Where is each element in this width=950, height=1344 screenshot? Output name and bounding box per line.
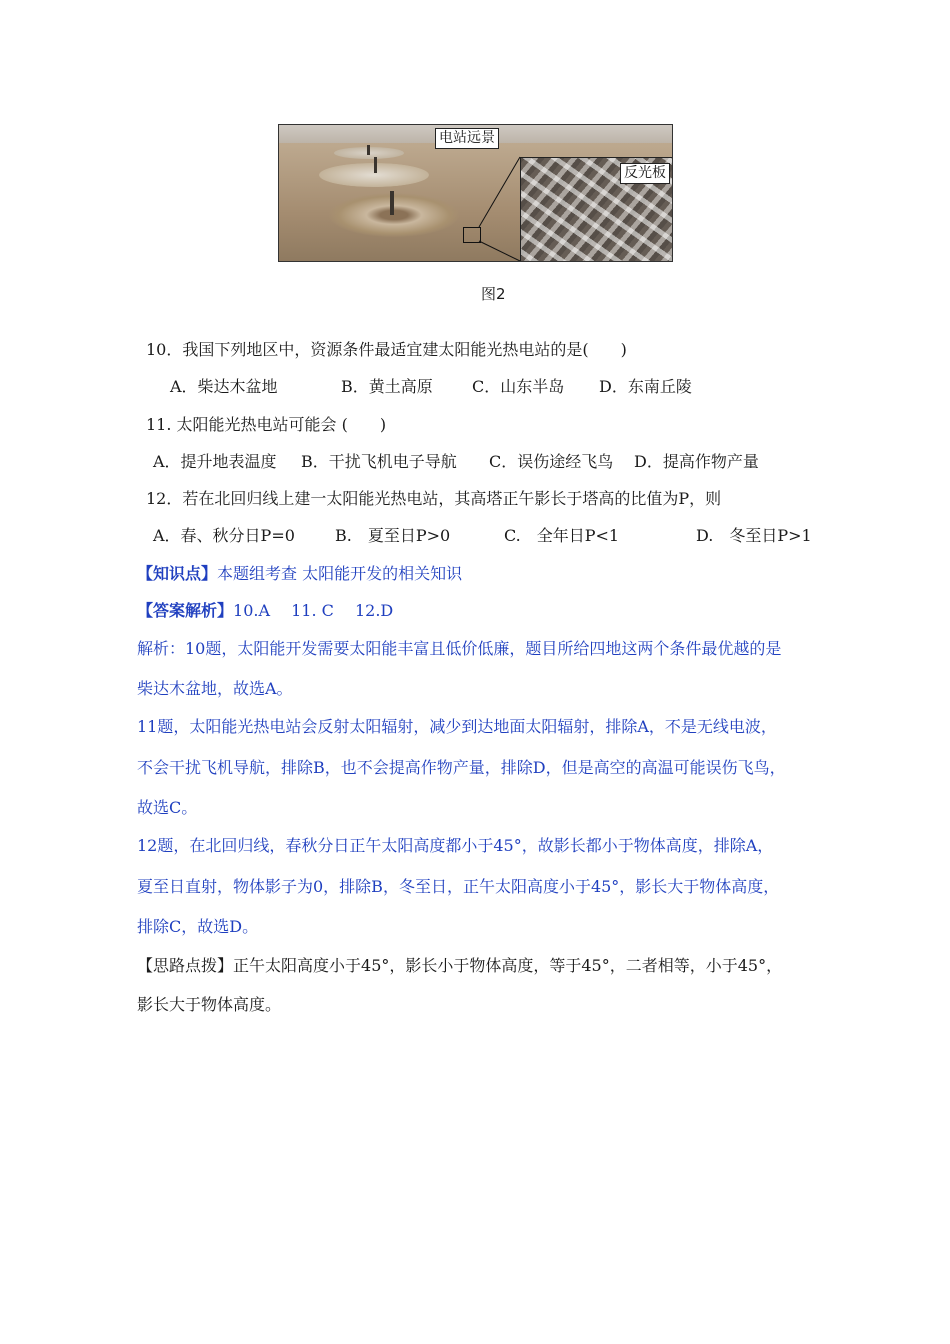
question-11-option-c: C．误伤途经飞鸟 — [489, 452, 614, 471]
question-12-option-a: A．春、秋分日P=0 — [153, 526, 295, 545]
analysis-line-3: 11题，太阳能光热电站会反射太阳辐射，减少到达地面太阳辐射，排除A，不是无线电波， — [137, 717, 777, 736]
question-11-option-b: B．干扰飞机电子导航 — [301, 452, 457, 471]
question-12-option-d: D. 冬至日P>1 — [696, 526, 812, 545]
reflector-label: 反光板 — [620, 163, 670, 184]
analysis-line-1: 解析：10题，太阳能开发需要太阳能丰富且低价低廉，题目所给四地这两个条件最优越的是 — [137, 639, 782, 658]
answer-tag: 【答案解析】 — [137, 601, 234, 620]
tip-text-1: 正午太阳高度小于45°，影长小于物体高度，等于45°，二者相等，小于45°， — [233, 956, 783, 975]
answer-text: 10.A 11. C 12.D — [233, 601, 394, 620]
far-view-label: 电站远景 — [435, 128, 499, 149]
question-10-option-c: C．山东半岛 — [472, 377, 565, 396]
knowledge-text: 本题组考查 太阳能开发的相关知识 — [217, 564, 463, 583]
tip-line-2: 影长大于物体高度。 — [137, 995, 282, 1014]
question-11-option-a: A．提升地表温度 — [153, 452, 277, 471]
question-10-stem: 10．我国下列地区中，资源条件最适宜建太阳能光热电站的是( ) — [146, 340, 627, 359]
tip-tag: 【思路点拨】 — [137, 956, 234, 975]
solar-plant-figure — [278, 124, 673, 262]
analysis-line-4: 不会干扰飞机导航，排除B，也不会提高作物产量，排除D，但是高空的高温可能误伤飞鸟， — [137, 758, 786, 777]
analysis-line-5: 故选C。 — [137, 798, 198, 817]
question-12-stem: 12．若在北回归线上建一太阳能光热电站，其高塔正午影长于塔高的比值为P，则 — [146, 489, 722, 508]
knowledge-point — [137, 561, 462, 584]
analysis-line-7: 夏至日直射，物体影子为0，排除B，冬至日，正午太阳高度小于45°，影长大于物体高度， — [137, 877, 780, 896]
analysis-line-2: 柴达木盆地，故选A。 — [137, 679, 293, 698]
analysis-line-8: 排除C，故选D。 — [137, 917, 259, 936]
figure-caption: 图2 — [481, 285, 506, 303]
question-10-option-b: B．黄土高原 — [341, 377, 433, 396]
question-11-option-d: D．提高作物产量 — [634, 452, 759, 471]
question-12-option-c: C. 全年日P<1 — [504, 526, 620, 545]
tip-line-1 — [137, 953, 782, 976]
question-10-option-d: D．东南丘陵 — [599, 377, 692, 396]
question-12-option-b: B. 夏至日P>0 — [335, 526, 451, 545]
knowledge-tag: 【知识点】 — [137, 564, 218, 583]
question-11-stem: 11. 太阳能光热电站可能会 ( ) — [146, 415, 387, 434]
analysis-line-6: 12题，在北回归线，春秋分日正午太阳高度都小于45°，故影长都小于物体高度，排除A， — [137, 836, 774, 855]
answer-line — [137, 598, 393, 621]
question-10-option-a: A．柴达木盆地 — [170, 377, 278, 396]
